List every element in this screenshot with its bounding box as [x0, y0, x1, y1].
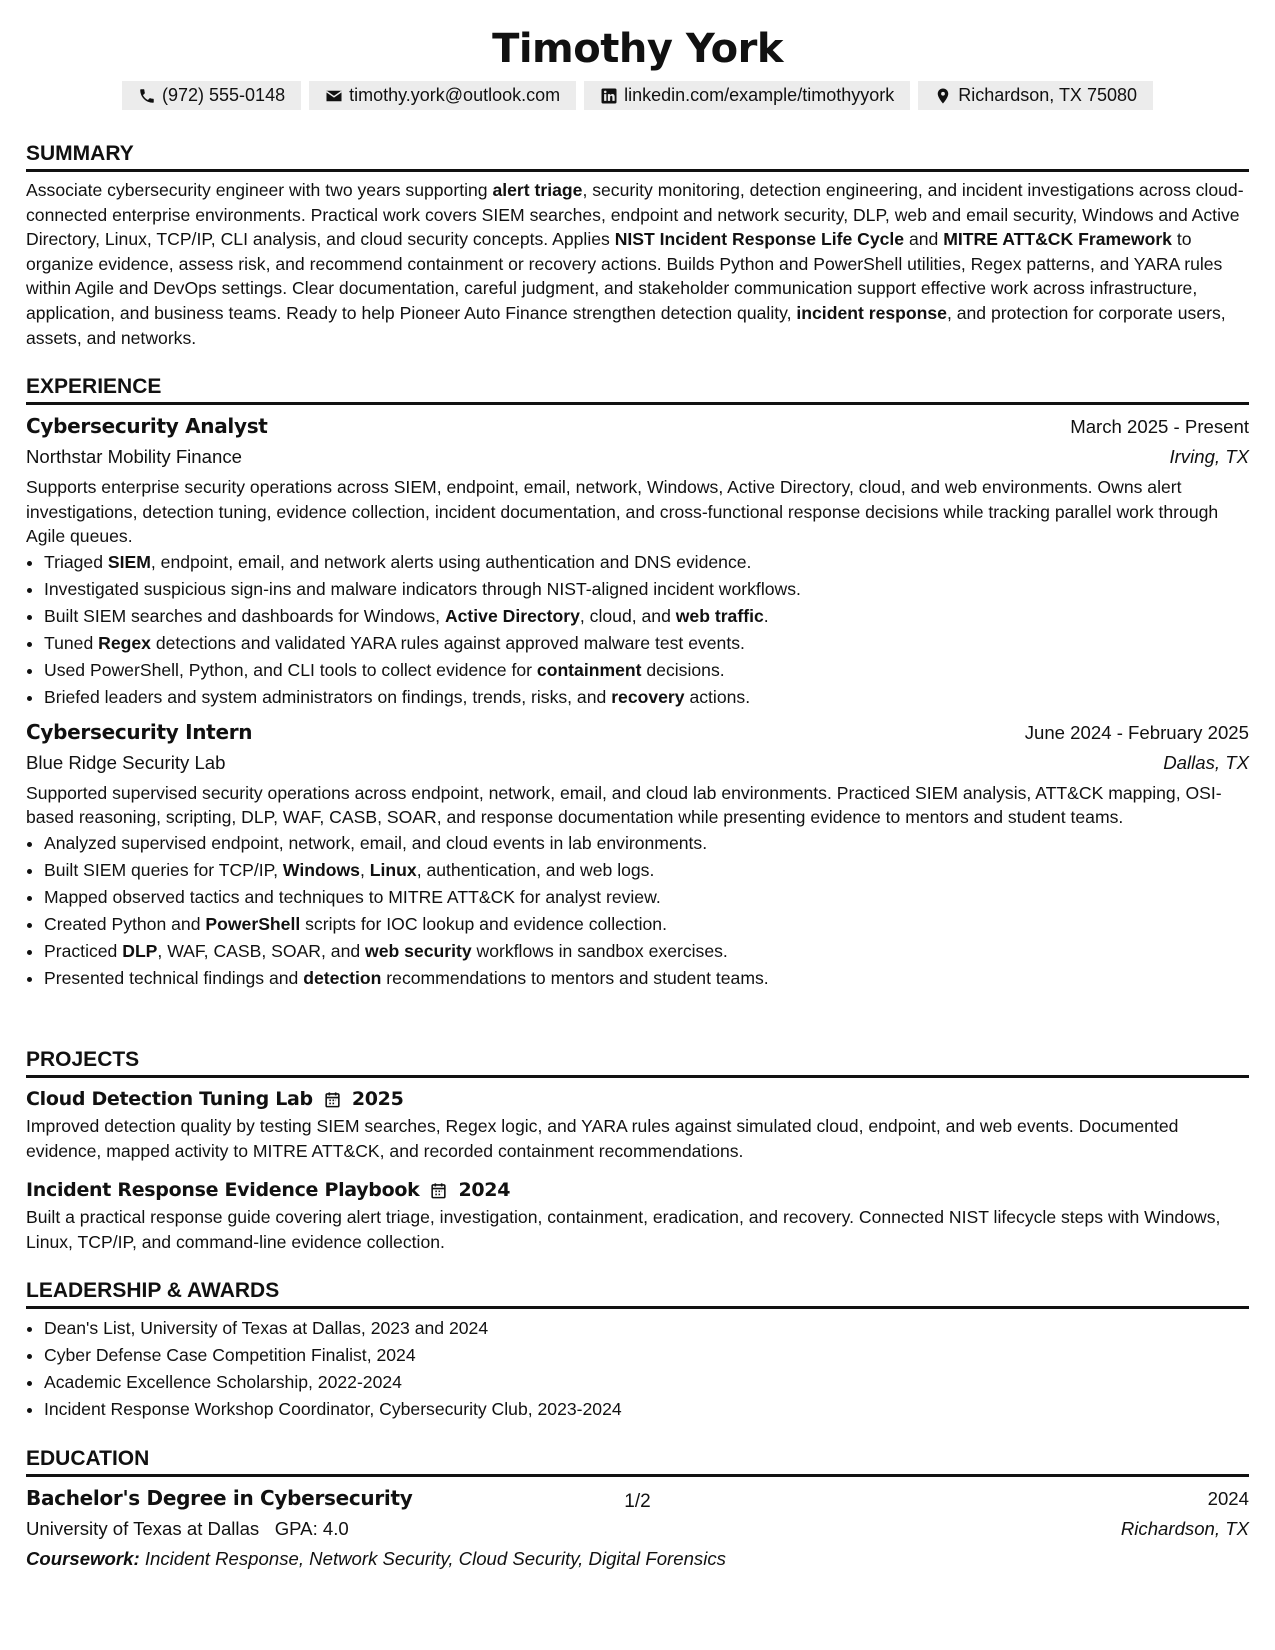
project-name: Cloud Detection Tuning Lab	[26, 1088, 313, 1110]
bullet-part: actions.	[684, 686, 751, 707]
list-item: • Cyber Defense Case Competition Finalist, 2024	[44, 1342, 1249, 1369]
map-pin-icon	[934, 87, 952, 105]
bullet-part: ,	[359, 859, 370, 880]
list-item	[44, 830, 1249, 857]
list-item	[44, 884, 1249, 911]
bullet-keyword: Active Directory	[444, 605, 580, 626]
summary-part: , and protection for corporate users, assets, and networks.	[26, 302, 1226, 348]
list-item	[44, 857, 1249, 884]
contact-linkedin[interactable]	[584, 81, 910, 110]
job-header	[26, 411, 1249, 442]
list-item	[44, 603, 1249, 630]
education-heading: EDUCATION	[26, 1444, 1249, 1477]
phone-icon	[138, 87, 156, 105]
calendar-icon	[323, 1090, 342, 1109]
project-year: 2024	[458, 1179, 511, 1202]
bullet-part: Analyzed supervised endpoint, network, email, and cloud events in lab environments.	[44, 832, 708, 853]
job-organization: Blue Ridge Security Lab	[26, 751, 226, 773]
education-subheader	[26, 1514, 1249, 1544]
summary-part: Associate cybersecurity engineer with two years supporting	[26, 180, 493, 200]
linkedin-icon	[600, 87, 618, 105]
list-item	[44, 684, 1249, 711]
leadership-heading: LEADERSHIP & AWARDS	[26, 1276, 1249, 1309]
coursework-list: Incident Response, Network Security, Cloud Security, Digital Forensics	[144, 1548, 726, 1569]
location-text: Richardson, TX 75080	[958, 84, 1137, 105]
list-item	[44, 657, 1249, 684]
leadership-list	[26, 1315, 1249, 1423]
summary-keyword: incident response	[796, 302, 947, 323]
list-item	[44, 630, 1249, 657]
bullet-part: , cloud, and	[579, 605, 676, 626]
phone-text: (972) 555-0148	[162, 84, 286, 105]
summary-part: to organize evidence, assess risk, and recommend containment or recovery actions. Builds Python and PowerShell utilities, Regex patterns, and YARA rules within Agile and DevOps settings. Clear documentation, careful judgment, and stakeholder communication support effective work across infrastructure, application, and business teams. Ready to help Pioneer Auto Finance strengthen detection quality,	[26, 229, 1223, 323]
bullet-part: workflows in sandbox exercises.	[471, 940, 728, 961]
coursework	[26, 1544, 1249, 1574]
bullet-keyword: web security	[365, 940, 472, 961]
bullet-part: decisions.	[641, 659, 725, 680]
bullet-keyword: Windows	[282, 859, 360, 880]
bullet-keyword: DLP	[122, 940, 158, 961]
project-name: Incident Response Evidence Playbook	[26, 1179, 420, 1202]
summary-heading: SUMMARY	[26, 139, 1249, 172]
project-description: Built a practical response guide covering alert triage, investigation, containment, eradication, and recovery. Connected NIST lifecycle steps with Windows, Linux, TCP/IP, and command-line evidence collection.	[26, 1207, 1221, 1252]
summary-section	[26, 139, 1249, 350]
bullet-keyword: web traffic	[675, 605, 764, 626]
summary-text	[26, 178, 1249, 350]
bullet-part: Built SIEM queries for TCP/IP,	[44, 859, 283, 880]
bullet-part: Triaged	[44, 551, 108, 572]
contact-bar	[0, 81, 1275, 110]
page-number: 1/2	[624, 1491, 651, 1512]
leadership-section	[26, 1276, 1249, 1423]
bullet-part: Built SIEM searches and dashboards for Windows,	[44, 605, 445, 626]
list-item	[44, 938, 1249, 965]
bullet-keyword: containment	[536, 659, 642, 680]
bullet-part: Investigated suspicious sign-ins and malware indicators through NIST-aligned incident workflows.	[44, 578, 801, 599]
list-item	[44, 965, 1249, 992]
experience-heading: EXPERIENCE	[26, 372, 1249, 405]
bullet-part: detections and validated YARA rules against approved malware test events.	[150, 632, 745, 653]
job-subheader	[26, 748, 1249, 778]
job-entry	[26, 411, 1249, 711]
bullet-part: Briefed leaders and system administrators on findings, trends, risks, and	[44, 686, 612, 707]
job-bullets	[26, 830, 1249, 992]
gpa: GPA: 4.0	[274, 1518, 349, 1539]
projects-section	[26, 1045, 1249, 1254]
job-location: Irving, TX	[1169, 446, 1249, 467]
candidate-name: Timothy York	[492, 26, 783, 72]
summary-keyword: NIST Incident Response Life Cycle	[614, 229, 905, 250]
job-location: Dallas, TX	[1163, 751, 1249, 773]
bullet-keyword: SIEM	[107, 551, 151, 572]
project-entry	[26, 1175, 1249, 1254]
email-text[interactable]: timothy.york@outlook.com	[349, 84, 561, 105]
bullet-part: Presented technical findings and	[44, 967, 304, 988]
bullet-part: Used PowerShell, Python, and CLI tools to collect evidence for	[44, 659, 537, 680]
school-location: Richardson, TX	[1120, 1518, 1249, 1539]
school-name: University of Texas at Dallas	[26, 1518, 260, 1539]
bullet-part: , WAF, CASB, SOAR, and	[157, 940, 366, 961]
bullet-keyword: recovery	[611, 686, 685, 707]
list-item: • Incident Response Workshop Coordinator, Cybersecurity Club, 2023-2024	[44, 1396, 1249, 1423]
project-description: Improved detection quality by testing SIEM searches, Regex logic, and YARA rules against simulated cloud, endpoint, and web events. Documented evidence, mapped activity to MITRE ATT&CK, and recorded containment recommendations.	[26, 1116, 1179, 1161]
list-item: • Dean's List, University of Texas at Dallas, 2023 and 2024	[44, 1315, 1249, 1342]
job-title: Cybersecurity Intern	[26, 719, 253, 744]
project-entry	[26, 1084, 1249, 1163]
bullet-keyword: Linux	[369, 859, 417, 880]
linkedin-text[interactable]: linkedin.com/example/timothyyork	[624, 84, 895, 105]
bullet-part: Mapped observed tactics and techniques to MITRE ATT&CK for analyst review.	[44, 886, 661, 907]
summary-keyword: alert triage	[492, 180, 583, 200]
contact-phone	[122, 81, 301, 110]
coursework-label: Coursework:	[26, 1548, 140, 1569]
bullet-keyword: PowerShell	[205, 913, 301, 934]
job-organization: Northstar Mobility Finance	[26, 446, 242, 467]
list-item	[44, 911, 1249, 938]
job-description: Supported supervised security operations across endpoint, network, email, and cloud lab environments. Practiced SIEM analysis, ATT&CK mapping, OSI-based reasoning, scripting, DLP, WAF, CASB, SOAR, and response documentation while presenting evidence to mentors and student teams.	[26, 782, 1222, 828]
bullet-part: .	[763, 605, 769, 626]
calendar-icon	[429, 1181, 448, 1200]
contact-location	[918, 81, 1153, 110]
experience-section	[26, 372, 1249, 992]
project-year: 2025	[351, 1088, 404, 1110]
job-date: March 2025 - Present	[1070, 416, 1249, 437]
project-header	[26, 1084, 1249, 1114]
bullet-part: scripts for IOC lookup and evidence collection.	[300, 913, 667, 934]
summary-keyword: MITRE ATT&CK Framework	[943, 229, 1172, 250]
bullet-keyword: detection	[303, 967, 382, 988]
job-entry	[26, 717, 1249, 992]
job-header	[26, 717, 1249, 748]
project-header	[26, 1175, 1249, 1205]
summary-part: and	[904, 229, 944, 250]
school-line	[26, 1514, 349, 1544]
list-item: • Academic Excellence Scholarship, 2022-2024	[44, 1369, 1249, 1396]
bullet-keyword: Regex	[98, 632, 151, 653]
graduation-year: 2024	[1207, 1488, 1249, 1509]
bullet-part: Practiced	[44, 940, 123, 961]
projects-heading: PROJECTS	[26, 1045, 1249, 1078]
job-description: Supports enterprise security operations across SIEM, endpoint, email, network, Windows, Active Directory, cloud, and web environments. Owns alert investigations, detection tuning, evidence collection, incident documentation, and cross-functional response decisions while tracking parallel work through Agile queues.	[26, 477, 1219, 547]
job-title: Cybersecurity Analyst	[26, 414, 268, 438]
bullet-part: recommendations to mentors and student teams.	[381, 967, 769, 988]
envelope-icon	[325, 87, 343, 105]
job-date: June 2024 - February 2025	[1024, 721, 1249, 743]
summary-part: , security monitoring, detection engineering, and incident investigations across cloud-connected enterprise environments. Practical work covers SIEM searches, endpoint and network security, DLP, web and email security, Windows and Active Directory, Linux, TCP/IP, CLI analysis, and cloud security concepts. Applies	[26, 180, 1244, 250]
bullet-part: , authentication, and web logs.	[416, 859, 655, 880]
list-item	[44, 576, 1249, 603]
bullet-part: Tuned	[44, 632, 99, 653]
bullet-part: , endpoint, email, and network alerts using authentication and DNS evidence.	[150, 551, 752, 572]
contact-email[interactable]	[309, 81, 576, 110]
job-subheader	[26, 442, 1249, 472]
bullet-part: Created Python and	[44, 913, 206, 934]
list-item	[44, 549, 1249, 576]
job-bullets	[26, 549, 1249, 711]
degree-name: Bachelor's Degree in Cybersecurity	[26, 1486, 413, 1510]
